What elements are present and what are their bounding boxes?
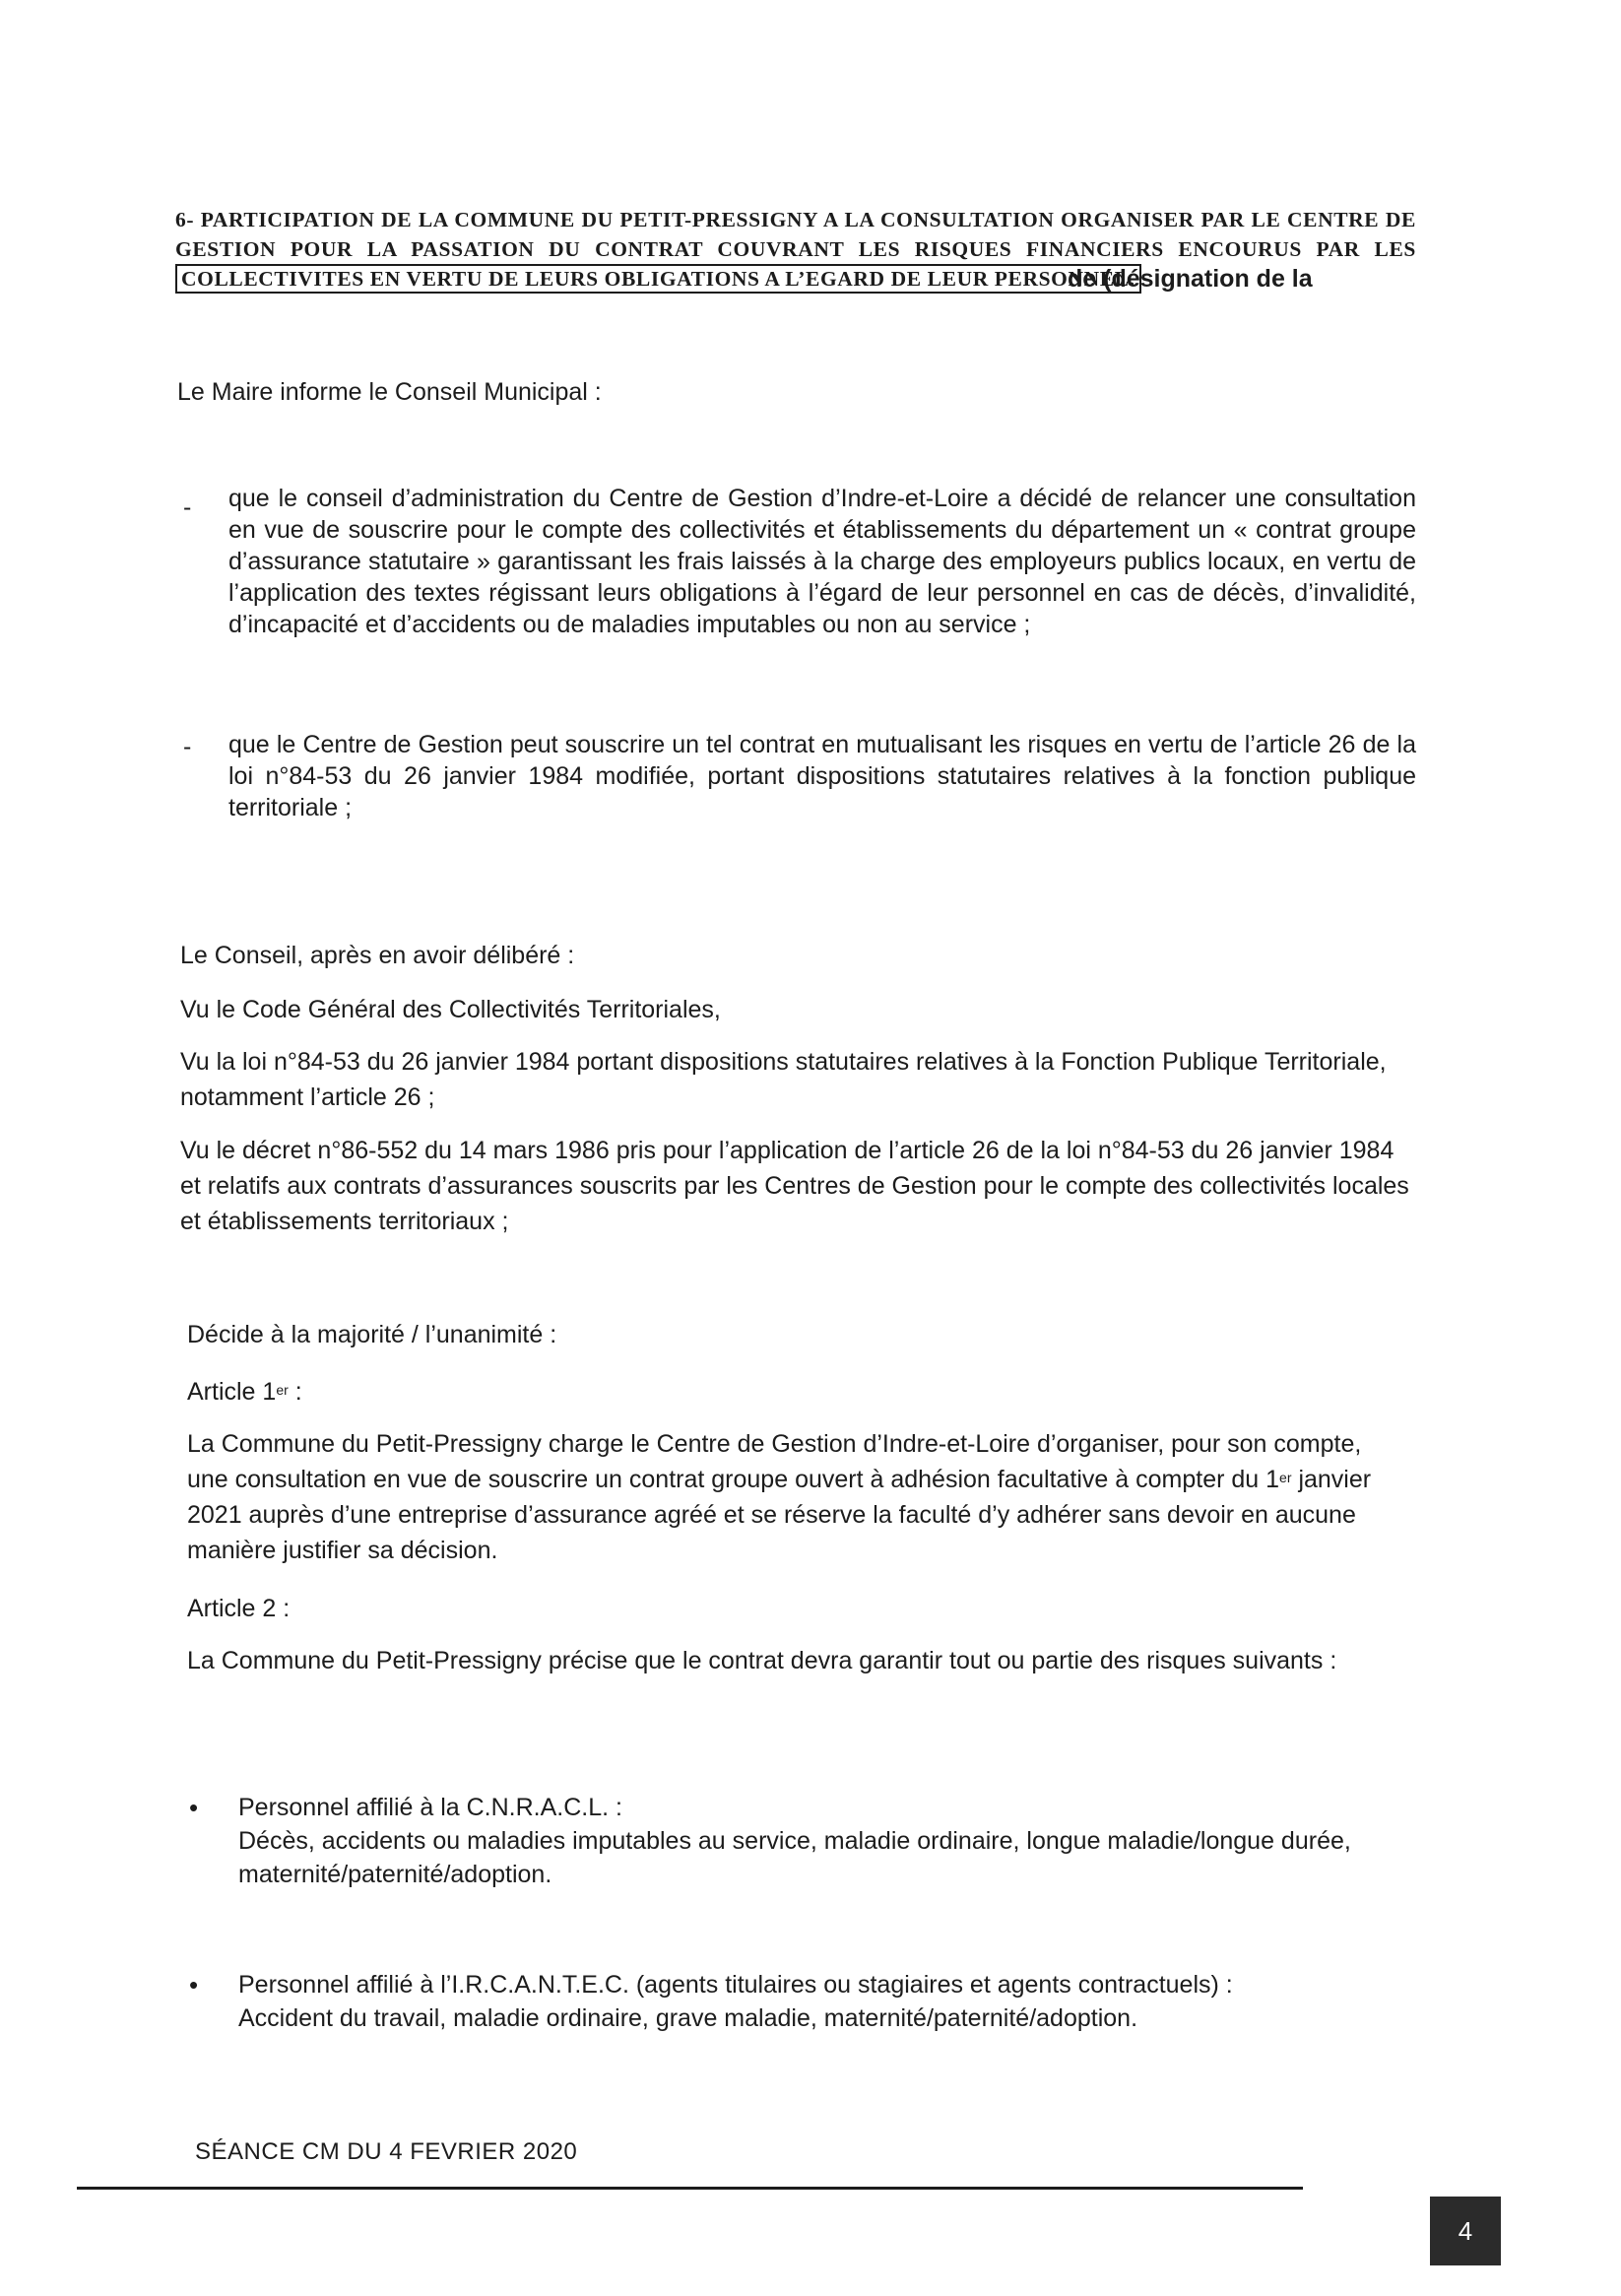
bullet-marker: • xyxy=(189,1970,199,2000)
heading-line-2: GESTION POUR LA PASSATION DU CONTRAT COUVRANT LES RISQUES FINANCIERS ENCOURUS PAR LES xyxy=(175,237,1416,261)
article-1-label-text: Article 1 xyxy=(187,1378,277,1406)
article-1-text-b: janvier 2021 auprès d’une entreprise d’assurance agréé et se réserve la faculté d’y adhérer sans devoir en aucune manière justifier sa décision. xyxy=(187,1466,1372,1564)
heading-line-3: COLLECTIVITES EN VERTU DE LEURS OBLIGATIONS A L’EGARD DE LEUR PERSONNEL. xyxy=(175,264,1141,294)
dash-marker: - xyxy=(183,733,192,760)
consideration-1: que le conseil d’administration du Centre de Gestion d’Indre-et-Loire a décidé de relancer une consultation en vue de souscrire pour le compte des collectivités et établissements du département un « contrat groupe d’assurance statutaire » garantissant les frais laissés à la charge des employeurs publics locaux, en vertu de l’application des textes régissant leurs obligations à l’égard de leur personnel en cas de décès, d’invalidité, d’incapacité et d’accidents ou de maladies imputables ou non au service ; xyxy=(228,485,1416,638)
risk-item-2-title: Personnel affilié à l’I.R.C.A.N.T.E.C. (agents titulaires ou stagiaires et agents contractuels) : xyxy=(238,1971,1233,1999)
footer-rule xyxy=(77,2187,1303,2190)
article-1-text xyxy=(187,1426,1398,1568)
heading-line-1: 6- PARTICIPATION DE LA COMMUNE DU PETIT-PRESSIGNY A LA CONSULTATION ORGANISER PAR LE CENTRE DE xyxy=(175,208,1416,231)
footer-session: SÉANCE CM DU 4 FEVRIER 2020 xyxy=(195,2138,578,2165)
visa-1: Vu le Code Général des Collectivités Territoriales, xyxy=(180,996,721,1023)
dash-marker: - xyxy=(183,493,192,521)
risk-item-1-title: Personnel affilié à la C.N.R.A.C.L. : xyxy=(238,1794,622,1821)
risk-item-1 xyxy=(238,1791,1420,1891)
article-1-colon: : xyxy=(288,1378,302,1406)
decide-text: Décide à la majorité / l’unanimité : xyxy=(187,1321,557,1348)
article-1-text-sup: er xyxy=(1279,1470,1292,1485)
risk-item-2-detail: Accident du travail, maladie ordinaire, grave maladie, maternité/paternité/adoption. xyxy=(238,2004,1138,2032)
article-1-sup: er xyxy=(276,1382,289,1398)
article-2-label: Article 2 : xyxy=(187,1595,291,1622)
risk-item-2 xyxy=(238,1968,1420,2035)
article-1-text-a: La Commune du Petit-Pressigny charge le Centre de Gestion d’Indre-et-Loire d’organiser, pour son compte, une consultation en vue de souscrire un contrat groupe ouvert à adhésion facultative à compter du 1 xyxy=(187,1430,1362,1493)
heading-tail: de (désignation de la xyxy=(1068,265,1313,293)
page-number: 4 xyxy=(1430,2197,1501,2265)
intro-text: Le Maire informe le Conseil Municipal : xyxy=(177,378,602,406)
article-1-label xyxy=(187,1377,302,1408)
consideration-2: que le Centre de Gestion peut souscrire un tel contrat en mutualisant les risques en vertu de l’article 26 de la loi n°84-53 du 26 janvier 1984 modifiée, portant dispositions statutaires relatives à la fonction publique territoriale ; xyxy=(228,731,1416,821)
visa-2: Vu la loi n°84-53 du 26 janvier 1984 portant dispositions statutaires relatives à la Fonction Publique Territoriale, notamment l’article 26 ; xyxy=(180,1048,1387,1111)
visa-3: Vu le décret n°86-552 du 14 mars 1986 pris pour l’application de l’article 26 de la loi n°84-53 du 26 janvier 1984 et relatifs aux contrats d’assurances souscrits par les Centres de Gestion pour le compte des collectivités locales et établissements territoriaux ; xyxy=(180,1137,1409,1235)
conseil-text: Le Conseil, après en avoir délibéré : xyxy=(180,942,575,969)
article-2-text: La Commune du Petit-Pressigny précise que le contrat devra garantir tout ou partie des risques suivants : xyxy=(187,1647,1337,1674)
bullet-marker: • xyxy=(189,1793,199,1822)
risk-item-1-detail: Décès, accidents ou maladies imputables au service, maladie ordinaire, longue maladie/longue durée, maternité/paternité/adoption. xyxy=(238,1827,1351,1888)
